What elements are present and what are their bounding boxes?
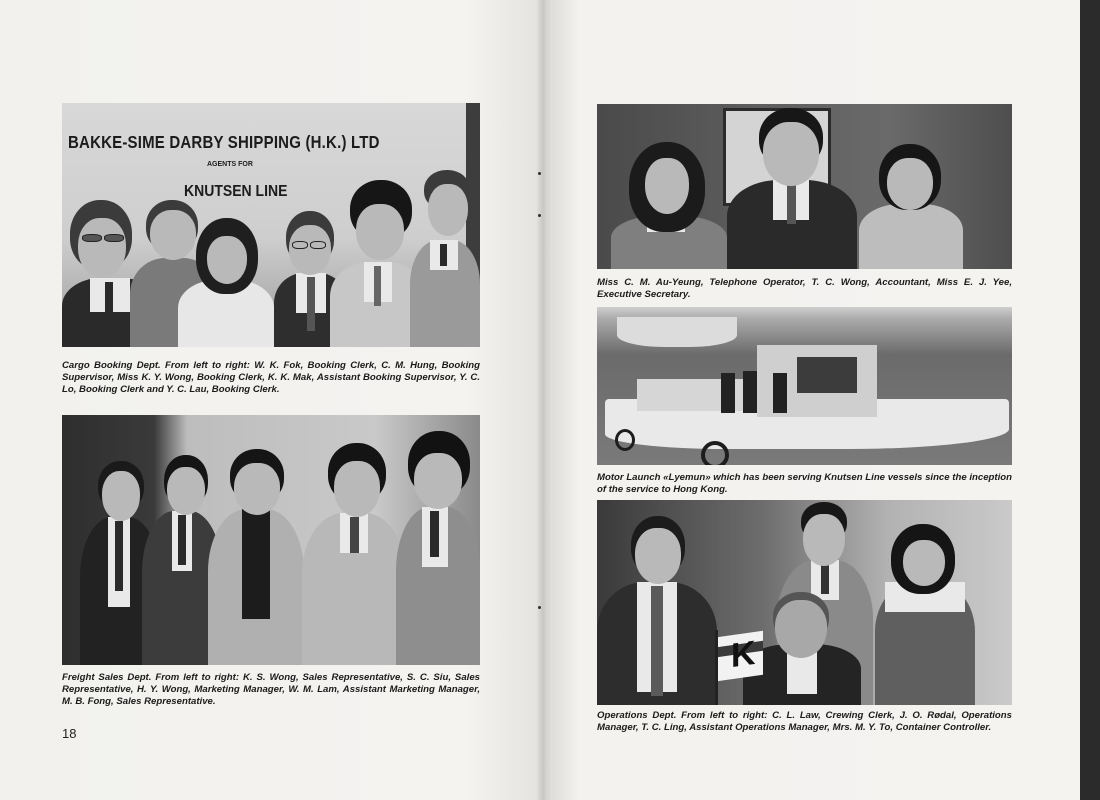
crew-figure	[743, 371, 757, 413]
motor-launch-photo	[597, 307, 1012, 465]
flag-pole	[715, 630, 718, 705]
background-boat	[617, 317, 737, 347]
sign-knutsen-line: KNUTSEN LINE	[184, 181, 288, 200]
person-k-y-wong	[178, 218, 274, 347]
office-staff-photo	[597, 104, 1012, 269]
sign-company-name: BAKKE-SIME DARBY SHIPPING (H.K.) LTD	[68, 133, 380, 153]
person-m-b-fong	[396, 431, 480, 665]
left-page	[0, 0, 548, 800]
cargo-booking-photo	[62, 103, 480, 347]
sign-agents-for: AGENTS FOR	[207, 161, 253, 168]
tyre-fender	[701, 441, 729, 465]
freight-sales-photo	[62, 415, 480, 665]
person-w-m-lam	[302, 443, 406, 665]
person-c-l-law	[597, 514, 719, 705]
person-y-c-lau	[410, 168, 480, 347]
tyre-fender	[615, 429, 635, 451]
operations-photo	[597, 500, 1012, 705]
wheelhouse-window	[797, 357, 857, 393]
motor-launch-caption: Motor Launch «Lyemun» which has been serving Knutsen Line vessels since the inception of the service to Hong Kong.	[597, 472, 1012, 495]
person-e-j-yee	[859, 144, 963, 269]
flag-letter: K	[731, 633, 756, 676]
knutsen-flag	[717, 631, 763, 681]
crew-figure	[773, 373, 787, 413]
operations-caption: Operations Dept. From left to right: C. L. Law, Crewing Clerk, J. O. Rødal, Operations Manager, T. C. Ling, Assistant Operations Manager, Mrs. M. Y. To, Container Controller.	[597, 710, 1012, 733]
crew-figure	[721, 373, 735, 413]
freight-sales-caption: Freight Sales Dept. From left to right: K. S. Wong, Sales Representative, S. C. Siu, Sales Representative, H. Y. Wong, Marketing Manager, W. M. Lam, Assistant Marketing Manager, M. B. Fong, Sales Representative.	[62, 672, 480, 707]
person-m-y-to	[875, 524, 975, 705]
page-gutter	[536, 0, 550, 800]
page-number: 18	[62, 726, 77, 741]
page-edge-shadow	[1080, 0, 1100, 800]
person-h-y-wong	[208, 447, 304, 665]
person-t-c-wong	[727, 104, 857, 269]
office-staff-caption: Miss C. M. Au-Yeung, Telephone Operator, T. C. Wong, Accountant, Miss E. J. Yee, Executive Secretary.	[597, 277, 1012, 300]
person-c-m-au-yeung	[609, 142, 727, 269]
cargo-booking-caption: Cargo Booking Dept. From left to right: W. K. Fok, Booking Clerk, C. M. Hung, Booking Supervisor, Miss K. Y. Wong, Booking Clerk, K. K. Mak, Assistant Booking Supervisor, Y. C. Lo, Booking Clerk and Y. C. Lau, Booking Clerk.	[62, 360, 480, 395]
